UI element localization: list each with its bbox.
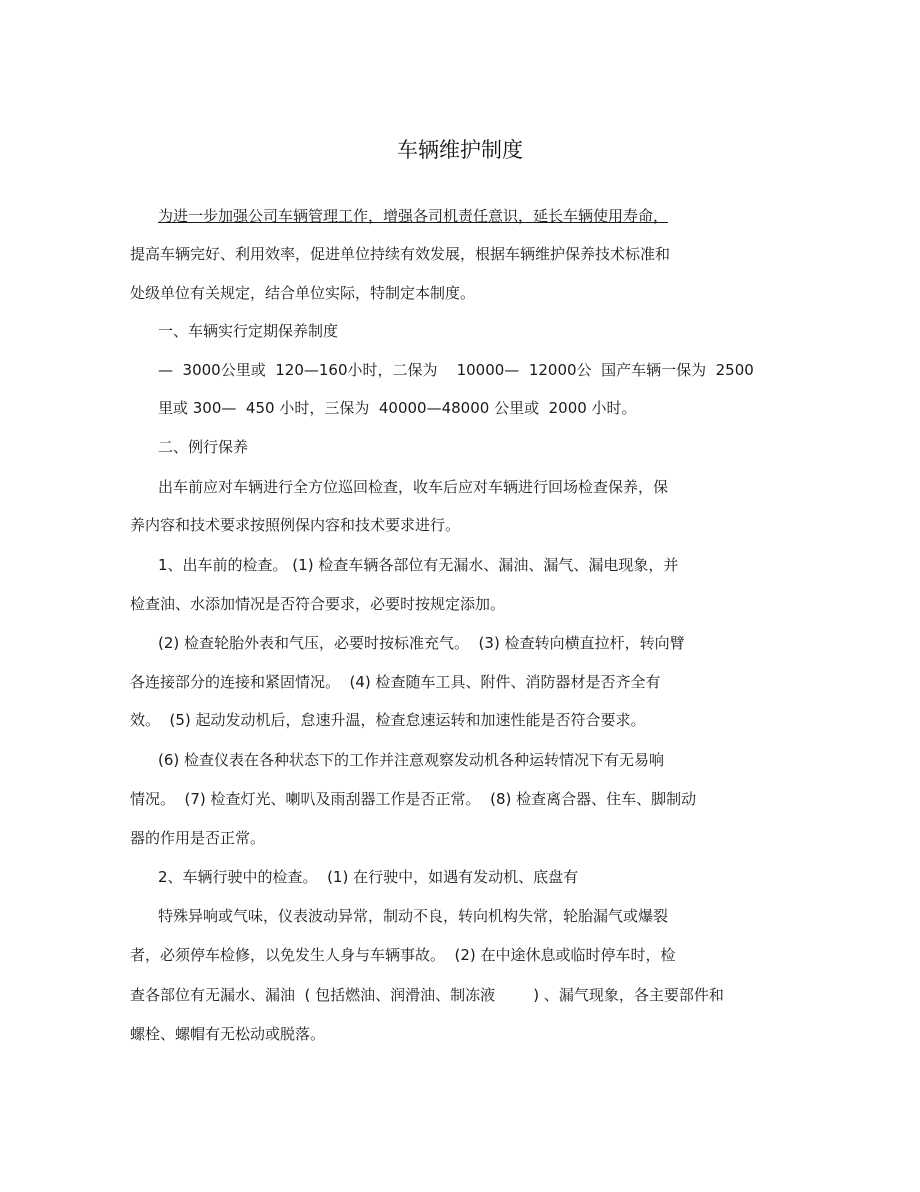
paragraph-line: 螺栓、螺帽有无松动或脱落。 [130,1025,326,1043]
paragraph-line: (6) 检查仪表在各种状态下的工作并注意观察发动机各种运转情况下有无易响 [158,751,665,769]
page-title: 车辆维护制度 [397,138,523,162]
paragraph-line: (2) 检查轮胎外表和气压，必要时按标准充气。 (3) 检查转向横直拉杆，转向臂 [158,634,685,652]
paragraph-line: 查各部位有无漏水、漏油 ( 包括燃油、润滑油、制冻液 ) 、漏气现象，各主要部件和 [130,986,724,1004]
paragraph-line: 1、出车前的检查。 (1) 检查车辆各部位有无漏水、漏油、漏气、漏电现象，并 [158,556,679,574]
paragraph-line: 情况。 (7) 检查灯光、喇叭及雨刮器工作是否正常。 (8) 检查离合器、住车、脚制动 [130,790,697,808]
paragraph-line: 特殊异响或气味，仪表波动异常，制动不良，转向机构失常，轮胎漏气或爆裂 [158,907,669,925]
paragraph-line: 效。 (5) 起动发动机后，怠速升温，检查怠速运转和加速性能是否符合要求。 [130,711,646,729]
paragraph-line: 提高车辆完好、利用效率，促进单位持续有效发展，根据车辆维护保养技术标准和 [130,245,671,263]
paragraph-line: 处级单位有关规定，结合单位实际，特制定本制度。 [130,284,476,302]
paragraph-line: 出车前应对车辆进行全方位巡回检查，收车后应对车辆进行回场检查保养，保 [158,478,669,496]
paragraph-line: 里或 300— 450 小时，三保为 40000—48000 公里或 2000 小时。 [158,399,637,417]
paragraph-line: 各连接部分的连接和紧固情况。 (4) 检查随车工具、附件、消防器材是否齐全有 [130,673,661,691]
paragraph-line: 者，必须停车检修，以免发生人身与车辆事故。 (2) 在中途休息或临时停车时，检 [130,946,676,964]
paragraph-line: 器的作用是否正常。 [130,829,266,847]
section-heading: 二、例行保养 [158,438,249,456]
paragraph-line: 为进一步加强公司车辆管理工作，增强各司机责任意识，延长车辆使用寿命， [158,207,669,225]
paragraph-line: 养内容和技术要求按照例保内容和技术要求进行。 [130,516,461,534]
paragraph-line: 检查油、水添加情况是否符合要求，必要时按规定添加。 [130,595,506,613]
section-heading: 一、车辆实行定期保养制度 [158,322,339,340]
paragraph-line: 2、车辆行驶中的检查。 (1) 在行驶中，如遇有发动机、底盘有 [158,868,579,886]
paragraph-line: — 3000公里或 120—160小时，二保为 10000— 12000公 国产车辆一保为 2500 [158,361,754,379]
